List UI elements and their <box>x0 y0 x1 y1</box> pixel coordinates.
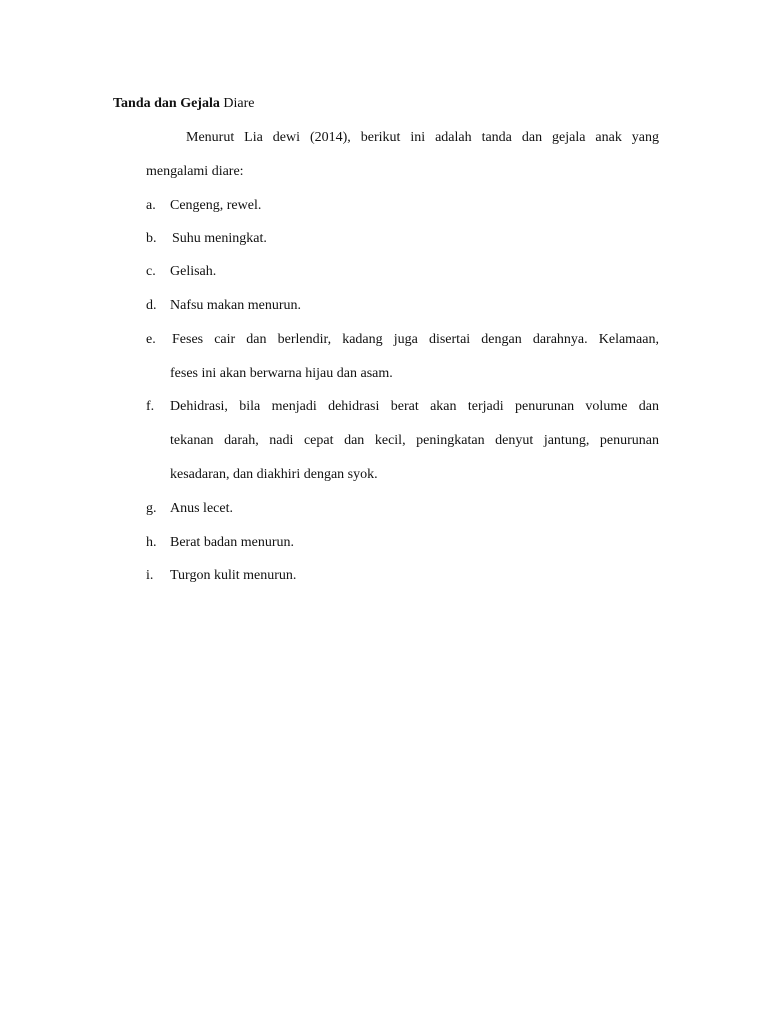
list-marker: g. <box>146 501 157 516</box>
list-marker: a. <box>146 198 156 213</box>
list-item-text: Anus lecet. <box>170 501 233 516</box>
list-marker: d. <box>146 298 157 313</box>
heading-normal-text: Diare <box>223 96 255 111</box>
list-item-text: Nafsu makan menurun. <box>170 298 302 313</box>
intro-line-2: mengalami diare: <box>146 164 244 179</box>
intro-line-1: Menurut Lia dewi (2014), berikut ini adalah tanda dan gejala anak yang <box>186 130 659 145</box>
list-marker: i. <box>146 568 154 583</box>
list-item-text: kesadaran, dan diakhiri dengan syok. <box>170 467 378 482</box>
list-marker: b. <box>146 231 157 246</box>
list-item-text: Cengeng, rewel. <box>170 198 262 213</box>
list-item-text: Suhu meningkat. <box>172 231 267 246</box>
list-marker: e. <box>146 332 156 347</box>
heading-bold-text: Tanda dan Gejala <box>113 96 220 111</box>
list-marker: c. <box>146 264 156 279</box>
list-marker: f. <box>146 399 155 414</box>
list-item-text: Dehidrasi, bila menjadi dehidrasi berat akan terjadi penurunan volume dan <box>170 399 659 414</box>
list-marker: h. <box>146 535 157 550</box>
list-item-text: Berat badan menurun. <box>170 535 295 550</box>
section-heading <box>113 95 254 113</box>
list-item-text: Turgon kulit menurun. <box>170 568 297 583</box>
list-item-text: Feses cair dan berlendir, kadang juga disertai dengan darahnya. Kelamaan, <box>172 332 659 347</box>
list-item-text: Gelisah. <box>170 264 217 279</box>
list-item-text: feses ini akan berwarna hijau dan asam. <box>170 366 393 381</box>
list-item-text: tekanan darah, nadi cepat dan kecil, peningkatan denyut jantung, penurunan <box>170 433 659 448</box>
